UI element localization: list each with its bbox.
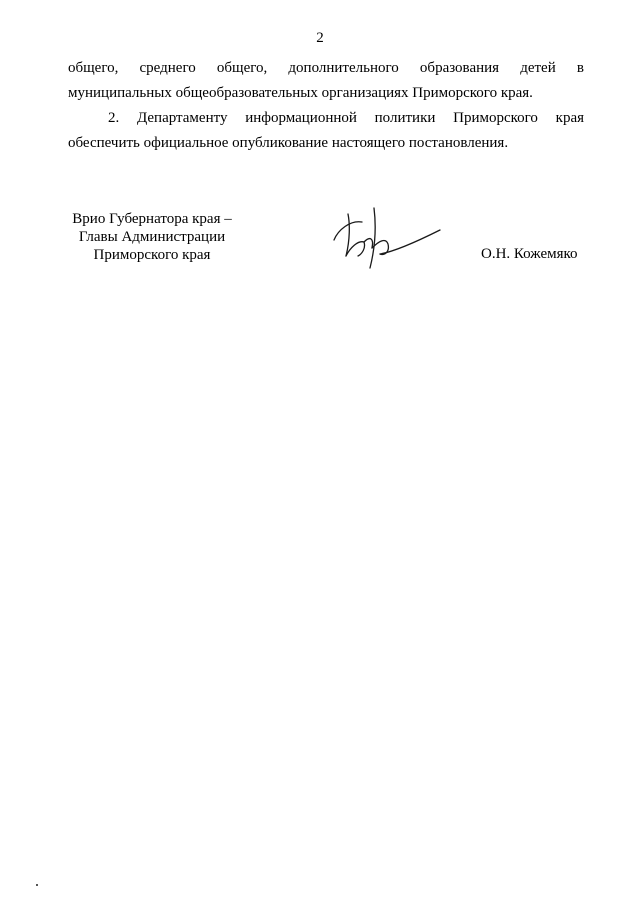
signer-title-line-1: Врио Губернатора края – — [72, 211, 232, 227]
paragraph-1-line-2: муниципальных общеобразовательных организациях Приморского края. — [68, 85, 533, 101]
signer-title-line-2: Главы Администрации — [78, 229, 226, 245]
paragraph-2-line-2: обеспечить официальное опубликование настоящего постановления. — [68, 135, 509, 151]
signer-title — [56, 210, 248, 264]
signer-title-line-3: Приморского края — [93, 247, 211, 263]
document-body — [68, 56, 584, 156]
page-number: 2 — [316, 30, 324, 46]
handwritten-signature-icon — [328, 200, 448, 270]
scan-artifact-dot — [36, 884, 38, 886]
paragraph-2-line-1: 2. Департаменту информационной политики Приморского края — [108, 110, 584, 126]
paragraph-1-line-1: общего, среднего общего, дополнительного образования детей в — [68, 60, 584, 76]
signer-name: О.Н. Кожемяко — [481, 246, 578, 262]
